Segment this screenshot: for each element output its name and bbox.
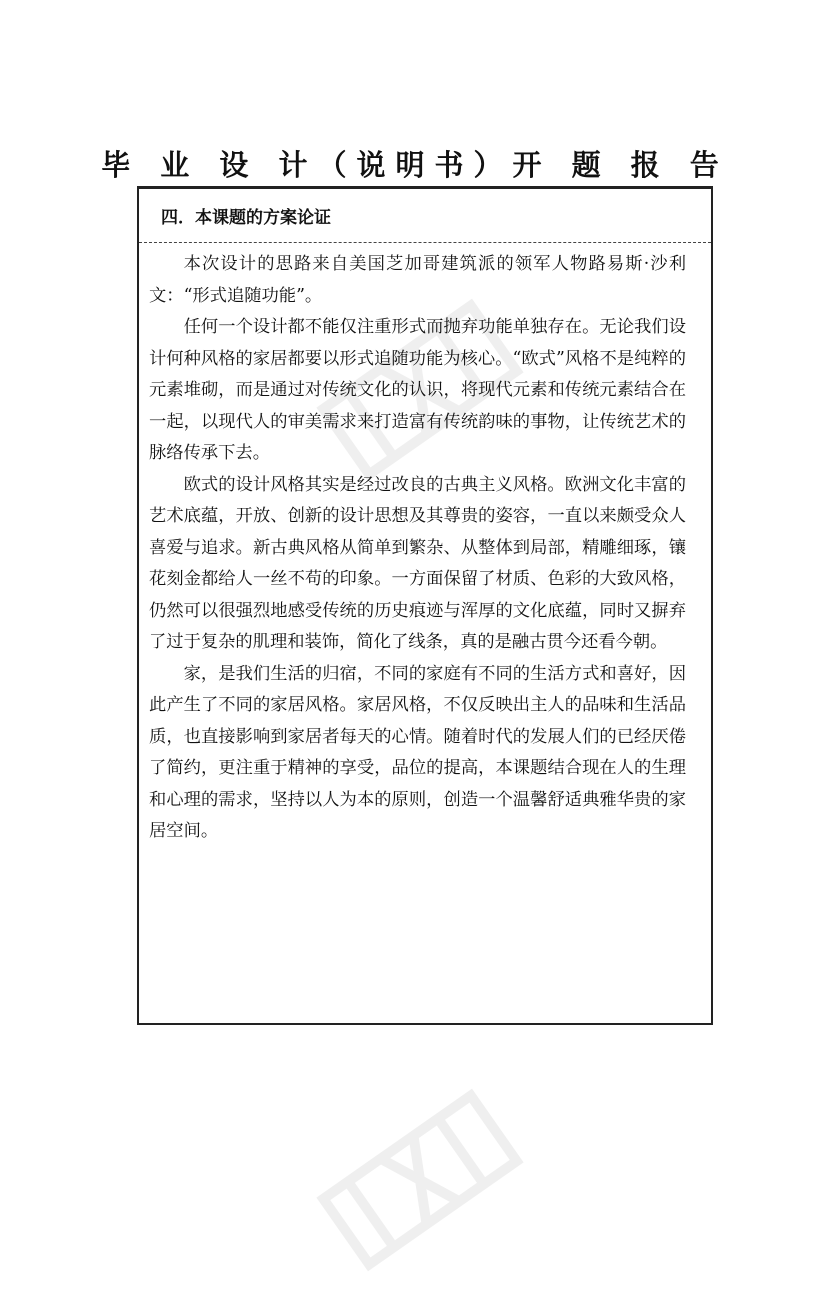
- paragraph-3: 欧式的设计风格其实是经过改良的古典主义风格。欧洲文化丰富的艺术底蕴，开放、创新的设计思想及其尊贵的姿容，一直以来颇受众人喜爱与追求。新古典风格从简单到繁杂、从整体到局部，精雕细琢，镶花刻金都给人一丝不苟的印象。一方面保留了材质、色彩的大致风格，仍然可以很强烈地感受传统的历史痕迹与浑厚的文化底蕴，同时又摒弃了过于复杂的肌理和装饰，简化了线条，真的是融古贯今还看今朝。: [149, 474, 686, 652]
- content-frame: [137, 186, 713, 1025]
- paragraph-2: 任何一个设计都不能仅注重形式而抛弃功能单独存在。无论我们设计何种风格的家居都要以形式追随功能为核心。“欧式”风格不是纯粹的元素堆砌，而是通过对传统文化的认识，将现代元素和传统元素结合在一起，以现代人的审美需求来打造富有传统韵味的事物，让传统艺术的脉络传承下去。: [149, 317, 686, 463]
- paragraph-4: 家，是我们生活的归宿，不同的家庭有不同的生活方式和喜好，因此产生了不同的家居风格。家居风格，不仅反映出主人的品味和生活品质，也直接影响到家居者每天的心情。随着时代的发展人们的已经厌倦了简约，更注重于精神的享受，品位的提高，本课题结合现在人的生理和心理的需求，坚持以人为本的原则，创造一个温馨舒适典雅华贵的家居空间。: [149, 663, 686, 841]
- paragraph-1: 本次设计的思路来自美国芝加哥建筑派的领军人物路易斯·沙利文：“形式追随功能”。: [149, 254, 686, 306]
- page-title: 毕 业 设 计（说明书）开 题 报 告: [101, 148, 729, 182]
- section-body: [139, 243, 711, 848]
- watermark-graphic-bottom: [300, 1060, 540, 1300]
- section-heading: 四．本课题的方案论证: [139, 189, 711, 243]
